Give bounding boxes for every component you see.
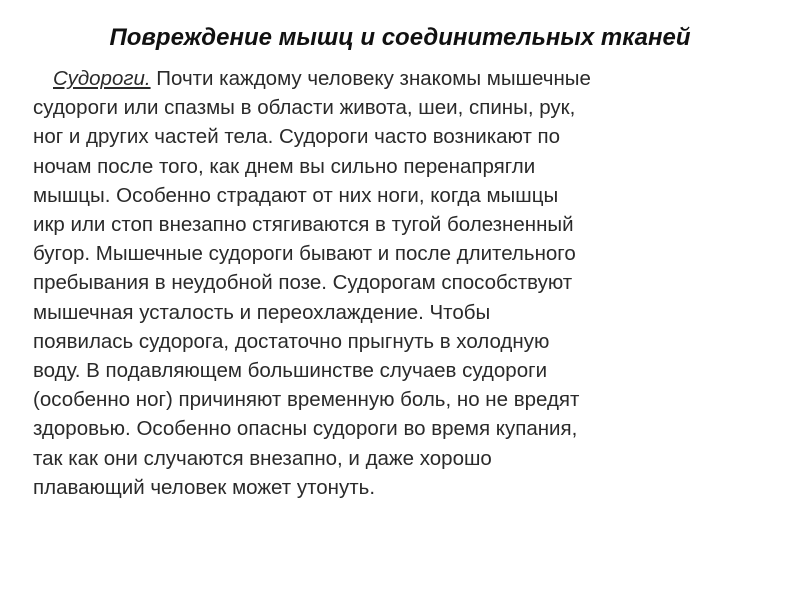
paragraph-line-1	[33, 64, 773, 93]
paragraph-line-11: воду. В подавляющем большинстве случаев судороги	[33, 359, 548, 383]
paragraph-line-9: мышечная усталость и переохлаждение. Чтобы	[33, 300, 491, 324]
paragraph-line-13: здоровью. Особенно опасны судороги во время купания,	[33, 417, 578, 441]
paragraph-line-6: икр или стоп внезапно стягиваются в тугой болезненный	[33, 213, 574, 237]
paragraph-line-10: появилась судорога, достаточно прыгнуть в холодную	[33, 329, 550, 353]
paragraph-line-8: пребывания в неудобной позе. Судорогам способствуют	[33, 271, 573, 295]
paragraph-line-2: судороги или спазмы в области живота, шеи, спины, рук,	[33, 96, 576, 120]
paragraph-line-15: плавающий человек может утонуть.	[33, 475, 376, 499]
lead-term: Судороги.	[53, 67, 151, 90]
paragraph-line-5: мышцы. Особенно страдают от них ноги, когда мышцы	[33, 183, 559, 207]
paragraph-line-3: ног и других частей тела. Судороги часто возникают по	[33, 125, 561, 149]
paragraph-line-1-text: Почти каждому человеку знакомы мышечные	[150, 67, 591, 90]
body-paragraph	[33, 64, 773, 502]
paragraph-line-14: так как они случаются внезапно, и даже хорошо	[33, 446, 492, 470]
paragraph-line-4: ночам после того, как днем вы сильно перенапрягли	[33, 154, 536, 178]
paragraph-line-7: бугор. Мышечные судороги бывают и после длительного	[33, 242, 576, 266]
slide-title: Повреждение мышц и соединительных тканей	[109, 24, 691, 51]
paragraph-line-12: (особенно ног) причиняют временную боль, но не вредят	[33, 388, 580, 412]
